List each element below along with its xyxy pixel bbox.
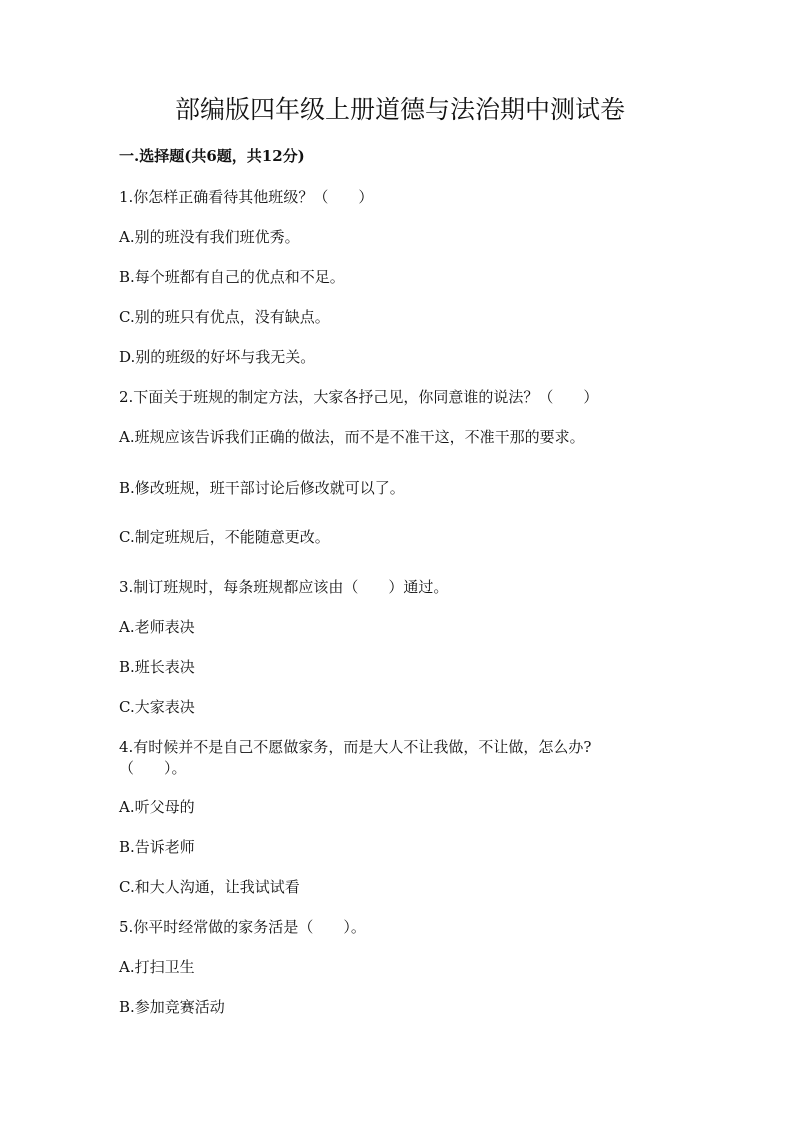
- question-2-option-c: C.制定班规后，不能随意更改。: [119, 528, 330, 546]
- question-3-option-a: A.老师表决: [119, 618, 195, 636]
- question-1-option-d: D.别的班级的好坏与我无关。: [119, 348, 316, 366]
- question-2-stem: 2.下面关于班规的制定方法，大家各抒己见，你同意谁的说法？（ ）: [119, 388, 599, 406]
- question-5-option-a: A.打扫卫生: [119, 958, 195, 976]
- section-heading: 一.选择题(共6题，共12分): [119, 147, 305, 165]
- question-1-stem: 1.你怎样正确看待其他班级？（ ）: [119, 188, 374, 206]
- question-3-option-b: B.班长表决: [119, 658, 195, 676]
- question-1-option-b: B.每个班都有自己的优点和不足。: [119, 268, 345, 286]
- question-3-option-c: C.大家表决: [119, 698, 195, 716]
- question-1-option-a: A.别的班没有我们班优秀。: [119, 228, 300, 246]
- question-3-stem: 3.制订班规时，每条班规都应该由（ ）通过。: [119, 578, 449, 596]
- question-5-option-b: B.参加竞赛活动: [119, 998, 225, 1016]
- question-4-option-c: C.和大人沟通，让我试试看: [119, 878, 300, 896]
- question-1-option-c: C.别的班只有优点，没有缺点。: [119, 308, 330, 326]
- question-2-option-b: B.修改班规，班干部讨论后修改就可以了。: [119, 479, 405, 497]
- question-5-stem: 5.你平时经常做的家务活是（ ）。: [119, 918, 366, 936]
- question-4-option-b: B.告诉老师: [119, 838, 195, 856]
- question-4-stem-continued: （ ）。: [119, 759, 187, 777]
- question-4-stem: 4.有时候并不是自己不愿做家务，而是大人不让我做，不让做，怎么办?: [119, 738, 592, 756]
- question-4-option-a: A.听父母的: [119, 798, 195, 816]
- question-2-option-a: A.班规应该告诉我们正确的做法，而不是不准干这，不准干那的要求。: [119, 428, 585, 446]
- page-title: 部编版四年级上册道德与法治期中测试卷: [174, 95, 625, 124]
